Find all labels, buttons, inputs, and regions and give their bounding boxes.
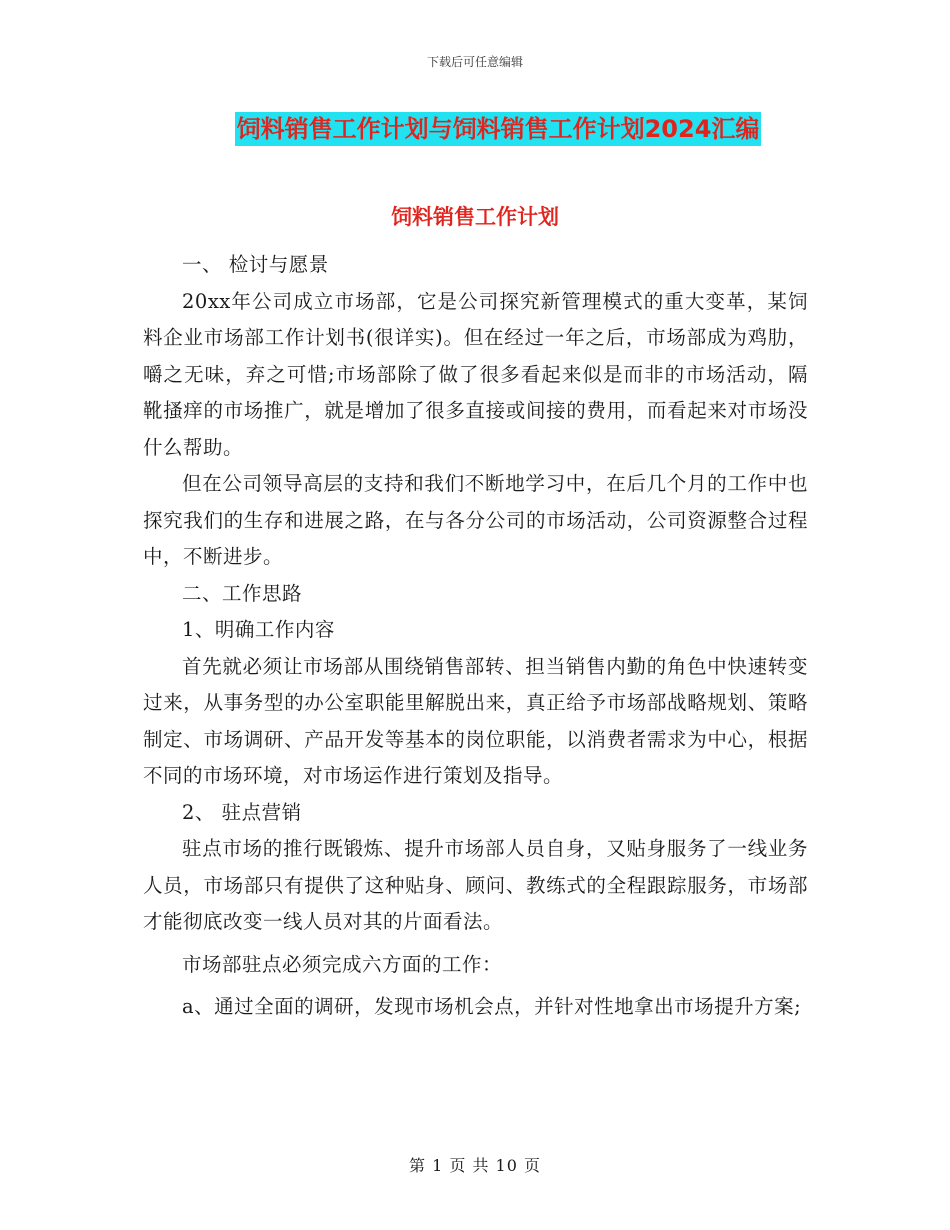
document-title-container: [0, 112, 950, 146]
section-title: 饲料销售工作计划: [391, 205, 559, 229]
paragraph-six-tasks-intro: 市场部驻点必须完成六方面的工作：: [182, 952, 503, 976]
paragraph-on-site-marketing: 驻点市场的推行既锻炼、提升市场部人员自身，又贴身服务了一线业务人员，市场部只有提供了这种贴身、顾问、教练式的全程跟踪服务，市场部才能彻底改变一线人员对其的片面看法。: [143, 837, 808, 933]
heading-review-and-vision: 一、 检讨与愿景: [182, 253, 329, 276]
subheading-on-site-marketing: 2、 驻点营销: [182, 800, 302, 824]
subheading-clarify-work-content: 1、明确工作内容: [182, 618, 335, 641]
list-item-a: a、通过全面的调研，发现市场机会点，并针对性地拿出市场提升方案;: [182, 995, 802, 1018]
document-title: 饲料销售工作计划与饲料销售工作计划2024汇编: [235, 112, 762, 146]
heading-work-approach: 二、工作思路: [182, 581, 303, 605]
page-footer: 第 1 页 共 10 页: [409, 1156, 541, 1175]
paragraph-market-department-history: 20xx年公司成立市场部，它是公司探究新管理模式的重大变革，某饲料企业市场部工作计划书(很详实)。但在经过一年之后，市场部成为鸡肋，嚼之无味，弃之可惜;市场部除了做了很多看起来似是而非的市场活动，隔靴搔痒的市场推广，就是增加了很多直接或间接的费用，而看起来对市场没什么帮助。: [143, 289, 808, 459]
document-body: [143, 247, 808, 1026]
paragraph-leadership-support: 但在公司领导高层的支持和我们不断地学习中，在后几个月的工作中也探究我们的生存和进展之路，在与各分公司的市场活动，公司资源整合过程中，不断进步。: [143, 472, 808, 568]
header-note: 下载后可任意编辑: [426, 55, 523, 69]
paragraph-work-content: 首先就必须让市场部从围绕销售部转、担当销售内勤的角色中快速转变过来，从事务型的办公室职能里解脱出来，真正给予市场部战略规划、策略制定、市场调研、产品开发等基本的岗位职能，以消费者需求为中心，根据不同的市场环境，对市场运作进行策划及指导。: [143, 654, 808, 787]
